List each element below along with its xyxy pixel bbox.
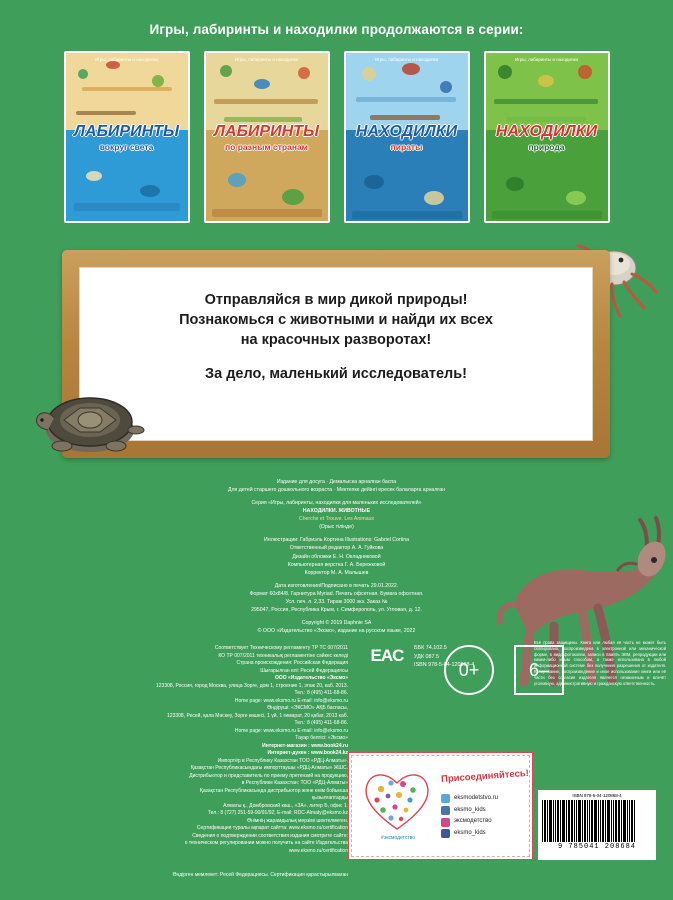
series-cover-item[interactable] [204, 51, 330, 223]
imprint-line: 295047, Россия, Республика Крым, г. Симферополь, ул. Угловая, д. 12. [251, 606, 422, 613]
publisher-name: ООО «Издательство «Эксмо» [274, 675, 348, 681]
vk-icon [441, 806, 450, 815]
imprint-line: Для детей старшего дошкольного возраста · Мектепке дейінгі ересек балаларға арналған [227, 487, 445, 494]
cover-title [346, 124, 468, 152]
cover-top-strip: Игры, лабиринты и находилки [95, 57, 158, 62]
promo-link-site[interactable] [441, 793, 498, 805]
imprint-line: Ответственный редактор А. А. Гуйкова [289, 545, 384, 552]
cover-title-sub: вокруг света [99, 141, 154, 152]
rights-text: Все права защищены. Книга или любая её часть не может быть скопирована, воспроизведена в электронной или механической форме, в виде фотокопии, записи в память ЭВМ, репродукции или каким-либо иным способом, а также использована в любой информационной системе без получения разрешения от издателя. Копирование, воспроизведение и иное использование книги или её части без согласия издателя является незаконным и влечёт уголовную, административную и гражданскую ответственность. [534, 640, 666, 686]
imprint-title-fr: Cherche et Trouve. Les Animaux [298, 516, 375, 523]
promo-hashtag: #эксмодетство [380, 835, 416, 841]
legal-line: 123308, Россия, город Москва, улица Зорге, дом 1, строение 1, этаж 20, каб. 2013. [156, 682, 348, 689]
online-store-kz-line[interactable]: Интернет-дүкен : www.book24.kz [267, 750, 348, 756]
legal-line: Қазақстан Республикасындағы импорттаушы «РДЦ-Алматы» ЖШС. [190, 765, 348, 771]
cover-title-main: ЛАБИРИНТЫ [74, 122, 179, 140]
series-cover-item[interactable] [484, 51, 610, 223]
legal-line: Соответствует Техническому регламенту ТР ТС 007/2011 [214, 645, 348, 651]
legal-line: Тел.: 8 (495) 411-68-86. [294, 720, 348, 726]
cover-title-sub: природа [528, 141, 565, 152]
cover-title-main: ЛАБИРИНТЫ [214, 122, 319, 140]
udk-code: УДК 087.5 [414, 653, 439, 660]
heart-icon [361, 767, 433, 833]
promo-link-label: эксмодетство [454, 818, 492, 825]
legal-line: Сведения о подтверждении соответствия издания смотрите сайте: [192, 832, 348, 839]
legal-line: қызылғаптарды [311, 795, 348, 801]
promo-link-label: eksmo_kids [454, 830, 486, 837]
imprint-block [0, 478, 673, 635]
cover-title-main: НАХОДИЛКИ [495, 122, 598, 140]
blurb-line-3: на красочных разворотах! [240, 332, 432, 348]
promo-link-facebook[interactable] [441, 828, 498, 840]
cover-title [66, 124, 188, 152]
legal-footer-note: Өндірген мемлекет: Ресей Федерациясы. Сертификация қарастырылмаған [172, 872, 348, 878]
imprint-line: Дата изготовления/Подписано в печать 29.01.2022. [274, 582, 399, 589]
legal-line: Тел.: 8 (727) 251-59-90/91/92; E-mail: RDC-Almaty@eksmo.kz [207, 810, 348, 816]
cover-sky [66, 53, 188, 130]
imprint-line: Корректор М. А. Малышев [304, 569, 369, 576]
imprint-line: Дизайн обложки Е. Н. Окладниковой [292, 553, 381, 560]
cover-title [486, 124, 608, 152]
legal-line[interactable]: www.eksmo.ru/certification [288, 847, 348, 854]
legal-line: Home page: www.eksmo.ru E-mail: info@eksmo.ru [234, 697, 348, 704]
bbk-code: ББК 74.102.5 [414, 645, 447, 651]
series-heading: Игры, лабиринты и находилки продолжаются в серии: [149, 22, 524, 37]
promo-link-label: eksmodetstvo.ru [454, 795, 499, 801]
legal-line: Тел.: 8 (495) 411-68-86. [294, 690, 348, 696]
promo-link-instagram[interactable] [441, 816, 498, 828]
age-rating-badge: 0+ [444, 645, 494, 695]
cover-title-sub: по разным странам [225, 141, 308, 152]
imprint-line: Формат 60х84/8. Гарнитура Myriad. Печать офсетная. Бумага офсетная. [249, 590, 424, 597]
cover-title [206, 124, 328, 152]
promo-join-label: Присоединяйтесь! [440, 767, 530, 786]
promo-link-vk[interactable] [441, 805, 498, 817]
series-cover-item[interactable] [344, 51, 470, 223]
promo-link-label: eksmo_kids [454, 806, 486, 813]
imprint-line: Copyright © 2019 Daphnie SA [301, 619, 372, 626]
isbn-code: ISBN 978-5-04-120868-4 [414, 662, 475, 669]
blurb-line-1: Отправляйся в мир дикой природы! [204, 292, 468, 308]
legal-line: Алматы қ., Домбровский көш., «ЗА», литер Б, офис 1. [223, 802, 348, 809]
frame-inner-panel [79, 267, 593, 441]
series-covers-row [0, 51, 673, 223]
series-cover-item[interactable] [64, 51, 190, 223]
promo-links[interactable] [441, 793, 498, 840]
imprint-line: Издание для досуга · Демалыска арналған баспа [276, 479, 397, 485]
legal-line: Страна происхождения: Российская Федерация [236, 660, 348, 666]
legal-line: Өндіруші: «ЭКСМО» АҚБ баспасы, [267, 705, 348, 711]
cover-top-strip: Игры, лабиринты и находилки [375, 57, 438, 62]
blurb-line-4: За дело, маленький исследователь! [205, 366, 467, 382]
legal-line: 123308, Ресей, қала Мәскеу, Зорге көшесі, 1 үй, 1 ғимарат, 20 қабат, 2013 каб. [167, 712, 348, 719]
imprint-line: © ООО «Издательство «Эксмо», издание на русском языке, 2022 [257, 628, 416, 634]
legal-line: о техническом регулировании можно получить на сайте Издательства [184, 840, 348, 846]
blurb-text [80, 292, 592, 386]
barcode-digits: 9 785041 208684 [557, 843, 636, 851]
cover-top-strip: Игры, лабиринты и находилки [235, 57, 298, 62]
imprint-line: (Орыс тілінде) [319, 524, 354, 531]
cover-top-strip: Игры, лабиринты и находилки [515, 57, 578, 62]
legal-line: Home page: www.eksmo.ru E-mail: info@eksmo.ru [234, 727, 348, 734]
legal-line: Дистрибьютор и представитель по приему претензий на продукцию, [189, 772, 348, 779]
imprint-title: НАХОДИЛКИ. ЖИВОТНЫЕ [302, 508, 371, 515]
legal-line: Тауар белгісі: «Эксмо» [295, 735, 348, 741]
legal-line: Қазақстан Республикасында дистрибьютор және өнім бойынша [199, 787, 348, 794]
legal-line: КО ТР 007/2011 техникалық регламентіне сәйкес келеді [218, 652, 348, 659]
legal-line: Өнімнің жарамдылық мерзімі шектелмеген. [247, 817, 348, 824]
imprint-line: Серия «Игры, лабиринты, находилки для маленьких исследователей» [251, 500, 422, 507]
instagram-icon [441, 818, 450, 827]
barcode-block [538, 790, 656, 860]
globe-icon [441, 794, 450, 803]
blurb-line-2: Познакомься с животными и найди их всех [179, 312, 493, 328]
legal-block [0, 645, 352, 855]
eac-mark [366, 646, 408, 666]
imprint-line: Иллюстрации: Габриэль Кортина Illustrations: Gabriel Cortina [263, 537, 410, 544]
cover-title-sub: пираты [390, 141, 423, 152]
legal-line: Импортёр в Республику Казахстан ТОО «РДЦ-Алматы». [217, 757, 348, 764]
facebook-icon [441, 829, 450, 838]
imprint-line: Компьютерная верстка Г. А. Бережковой [287, 561, 386, 568]
barcode-bars [542, 800, 652, 842]
eksmo-promo-card[interactable] [348, 752, 533, 860]
age-rating-badge-kz: 6– [514, 645, 564, 695]
cover-title-main: НАХОДИЛКИ [355, 122, 458, 140]
barcode-isbn: ISBN 978-5-04-120868-4 [572, 793, 622, 798]
legal-line: в Республике Казахстан: ТОО «РДЦ-Алматы» [241, 780, 348, 786]
imprint-line: Усл. печ. л. 2,33. Тираж 3000 экз. Заказ № [285, 598, 388, 605]
online-store-line[interactable]: Интернет-магазин : www.book24.ru [262, 742, 348, 749]
legal-line: Шығарылған елі: Ресей Федерациясы [260, 667, 348, 674]
turtle-illustration [28, 378, 152, 460]
legal-line[interactable]: Сертификация туралы ақпарат сайтта: www.eksmo.ru/certification [196, 825, 348, 831]
eac-glyph: EAC [370, 646, 404, 665]
